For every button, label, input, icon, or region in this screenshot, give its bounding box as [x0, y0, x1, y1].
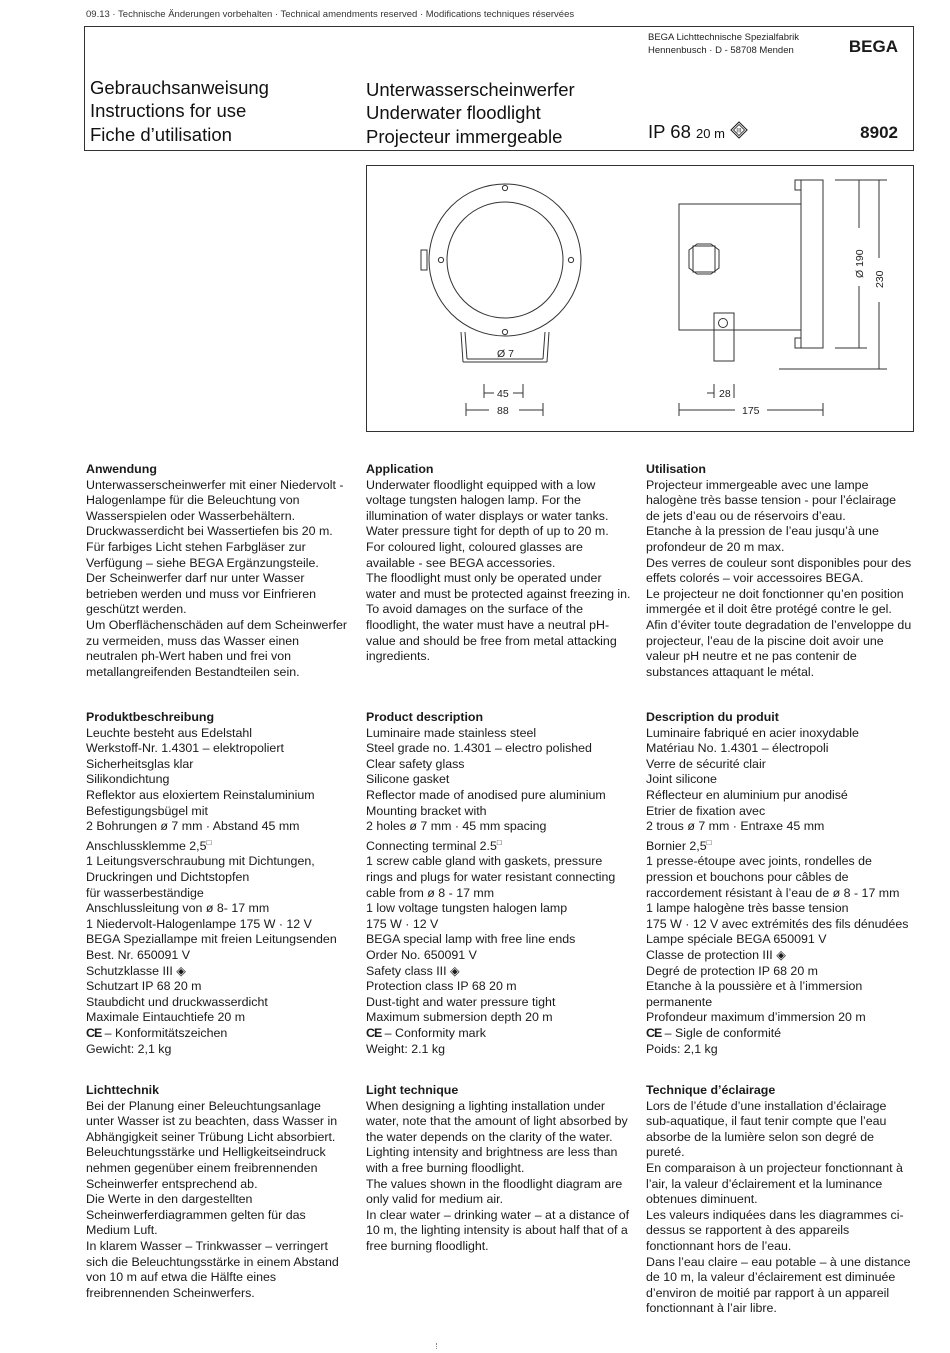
paragraph: Underwater floodlight equipped with a low voltage tungsten halogen lamp. For the illumination of water displays or water tanks. — [366, 477, 609, 523]
safety-class-iii-icon — [730, 121, 748, 139]
doctype-en: Instructions for use — [90, 100, 247, 122]
spec-line: Leuchte besteht aus Edelstahl — [86, 725, 253, 740]
spec-line: Reflector made of anodised pure aluminium — [366, 787, 606, 802]
section-title: Description du produit — [646, 710, 779, 724]
glass-inner-ring — [447, 202, 563, 318]
section-application-en — [366, 462, 632, 665]
spec-line: Schutzklasse III ◈ — [86, 963, 186, 978]
bracket-hole — [719, 319, 728, 328]
ip-depth: 20 m — [696, 126, 725, 141]
article-number: 8902 — [860, 123, 898, 142]
spec-line: Verre de sécurité clair — [646, 756, 766, 771]
safety-class-iii-icon: ◈ — [450, 963, 460, 978]
side-gland-front — [421, 250, 427, 270]
spec-line: 1 low voltage tungsten halogen lamp — [366, 901, 568, 916]
paragraph: In clear water – drinking water – at a distance of 10 m, the lighting intensity is about half that of a free burning floodlight. — [366, 1207, 630, 1253]
paragraph: Dans l’eau claire – eau potable – à une distance de 10 m, la valeur d’éclairement est diminuée d’environ de moitié par rapport à un appareil fonctionnant à l’air libre. — [646, 1254, 911, 1316]
spec-line: Reflektor aus eloxiertem Reinstaluminium — [86, 787, 315, 802]
safety-class-iii-icon: ◈ — [176, 963, 186, 978]
section-title: Anwendung — [86, 462, 157, 476]
section-light-fr — [646, 1083, 912, 1317]
spec-line: 1 Leitungsverschraubung mit Dichtungen, Druckringen und Dichtstopfen — [86, 854, 315, 885]
spec-line: Protection class IP 68 20 m — [366, 979, 517, 994]
paragraph: Des verres de couleur sont disponibles pour des effets colorés – voir accessoires BEGA. — [646, 555, 912, 586]
spec-line: Maximum submersion depth 20 m — [366, 1010, 553, 1025]
screw-bottom — [502, 329, 507, 334]
spec-line: Bornier 2,5□ — [646, 837, 712, 853]
spec-line: Poids: 2,1 kg — [646, 1041, 718, 1056]
paragraph: The floodlight must only be operated under water and must be protected against freezing in. — [366, 571, 631, 601]
paragraph: The values shown in the floodlight diagram are only valid for medium air. — [366, 1176, 623, 1207]
ce-mark-icon: CE — [646, 1026, 662, 1040]
paragraph: En comparaison à un projecteur fonctionnant à l’air, la valeur d’éclairement et la luminance obtenues diminuent. — [646, 1160, 903, 1207]
spec-line: Lampe spéciale BEGA 650091 V — [646, 932, 827, 947]
spec-line: Silicone gasket — [366, 772, 450, 787]
company-name: BEGA Lichttechnische Spezialfabrik — [648, 32, 800, 43]
section-title: Application — [366, 462, 434, 476]
spec-line: Silikondichtung — [86, 772, 170, 787]
spec-line: 1 lampe halogène très basse tension — [646, 901, 849, 916]
brand-logo: BEGA — [848, 37, 898, 56]
spec-line: Matériau No. 1.4301 – électropoli — [646, 741, 829, 756]
section-application-de — [86, 462, 352, 680]
section-title: Lichttechnik — [86, 1083, 159, 1097]
company-street: Hennenbusch · D - 58708 Menden — [648, 44, 794, 56]
paragraph: Beleuchtungsstärke und Helligkeitseindruck nehmen gegenüber einem freibrennenden Scheinwerfer entsprechend ab. — [86, 1145, 326, 1191]
spec-line: Order No. 650091 V — [366, 948, 477, 963]
spec-line: 175 W · 12 V avec extrémités des fils dénudées — [646, 916, 909, 931]
spec-line: Luminaire fabriqué en acier inoxydable — [646, 725, 859, 740]
technical-drawing — [366, 165, 914, 432]
screw-right — [568, 257, 573, 262]
section-title: Product description — [366, 710, 484, 724]
paragraph: Afin d’éviter toute degradation de l’enveloppe du projecteur, l’eau de la piscine doit avoir une valeur pH neutre et ne pas contenir de substances attaquant le métal. — [646, 617, 912, 679]
ce-mark-icon: CE — [86, 1026, 102, 1040]
product-name-de: Unterwasserscheinwerfer — [366, 79, 575, 100]
spec-line: Mounting bracket with — [366, 803, 487, 818]
dim-28-label: 28 — [719, 388, 731, 400]
spec-line: Staubdicht und druckwasserdicht — [86, 994, 268, 1009]
fold-mark — [436, 1343, 440, 1349]
section-title: Utilisation — [646, 462, 706, 476]
paragraph: Les valeurs indiquées dans les diagrammes ci-dessus se rapportent à des appareils fonctionnant hors de l’eau. — [646, 1207, 904, 1253]
dim-45-label: 45 — [497, 388, 509, 400]
spec-line: Werkstoff-Nr. 1.4301 – elektropoliert — [86, 741, 284, 756]
spec-line: für wasserbeständige — [86, 885, 204, 900]
revision-note: 09.13 · Technische Änderungen vorbehalten · Technical amendments reserved · Modifications techniques réservées — [86, 9, 575, 20]
paragraph: To avoid damages on the surface of the floodlight, the water must have a neutral pH-value and should be free from metal attacking ingredients. — [366, 602, 617, 664]
spec-line: CE – Sigle de conformité — [646, 1026, 782, 1040]
spec-line: Anschlussklemme 2,5□ — [86, 837, 212, 853]
header-divider — [84, 150, 913, 151]
spec-line: Classe de protection III ◈ — [646, 948, 786, 963]
section-title: Light technique — [366, 1083, 459, 1097]
ip-rating — [648, 121, 748, 143]
doctype-fr: Fiche d’utilisation — [90, 123, 232, 145]
spec-line: CE – Konformitätszeichen — [86, 1026, 228, 1040]
paragraph: Der Scheinwerfer darf nur unter Wasser betrieben werden und muss vor Einfrieren geschützt werden. — [86, 571, 317, 617]
paragraph: Bei der Planung einer Beleuchtungsanlage unter Wasser ist zu beachten, dass Wasser in Abhängigkeit seiner Trübung Licht absorbiert. — [86, 1098, 338, 1144]
housing-side-body — [679, 204, 801, 330]
spec-line: 2 holes ø 7 mm · 45 mm spacing — [366, 819, 547, 834]
dimension-drawing-svg — [367, 166, 913, 431]
paragraph: Die Werte in den dargestellten Scheinwerferdiagrammen gelten für das Medium Luft. — [86, 1192, 306, 1238]
section-application-fr — [646, 462, 912, 680]
section-title: Produktbeschreibung — [86, 710, 215, 724]
spec-line: Réflecteur en aluminium pur anodisé — [646, 787, 848, 802]
spec-line: CE – Conformity mark — [366, 1026, 486, 1040]
company-address — [648, 32, 799, 57]
safety-class-label: III — [736, 127, 742, 135]
paragraph: Etanche à la pression de l’eau jusqu’à une profondeur de 20 m max. — [646, 524, 879, 554]
spec-line: Schutzart IP 68 20 m — [86, 979, 202, 994]
section-product-de — [86, 710, 352, 1057]
spec-line: Maximale Eintauchtiefe 20 m — [86, 1010, 246, 1025]
spec-line: Dust-tight and water pressure tight — [366, 994, 556, 1009]
spec-line: Degré de protection IP 68 20 m — [646, 963, 818, 978]
section-light-en — [366, 1083, 632, 1255]
spec-line: 2 Bohrungen ø 7 mm · Abstand 45 mm — [86, 819, 300, 834]
paragraph: Unterwasserscheinwerfer mit einer Niedervolt - Halogenlampe für die Beleuchtung von Wasserspielen oder Wasserbehältern. — [86, 477, 344, 523]
paragraph: Um Oberflächenschäden auf dem Scheinwerfer zu vermeiden, muss das Wasser einen neutralen ph-Wert haben und frei von metallangreifenden Bestandteilen sein. — [86, 617, 348, 679]
dim-175-label: 175 — [742, 405, 760, 417]
spec-line: BEGA Speziallampe mit freien Leitungsenden — [86, 932, 337, 947]
section-light-de — [86, 1083, 352, 1301]
spec-line: Gewicht: 2,1 kg — [86, 1041, 172, 1056]
paragraph: Lors de l’étude d’une installation d’éclairage sub-aquatique, il faut tenir compte que l’eau absorbe de la lumière selon son degré de pureté. — [646, 1098, 887, 1160]
hole-diameter-label: Ø 7 — [497, 348, 514, 360]
spec-line: Weight: 2.1 kg — [366, 1041, 445, 1056]
spec-line: 2 trous ø 7 mm · Entraxe 45 mm — [646, 819, 825, 834]
spec-line: 1 Niedervolt-Halogenlampe 175 W · 12 V — [86, 916, 312, 931]
spec-line: Etrier de fixation avec — [646, 803, 766, 818]
paragraph: Le projecteur ne doit fonctionner qu’en position immergée et il doit être protégé contre le gel. — [646, 586, 904, 617]
paragraph: Für farbiges Licht stehen Farbgläser zur Verfügung – siehe BEGA Ergänzungsteile. — [86, 539, 319, 570]
paragraph: Druckwasserdicht bei Wassertiefen bis 20 m. — [86, 524, 333, 539]
spec-line: Anschlussleitung von ø 8- 17 mm — [86, 901, 270, 916]
mounting-bracket-side — [714, 313, 734, 361]
dim-88-label: 88 — [497, 405, 509, 417]
dim-230-label: 230 — [874, 270, 886, 288]
section-title: Technique d’éclairage — [646, 1083, 776, 1097]
spec-line: BEGA special lamp with free line ends — [366, 932, 576, 947]
spec-line: Clear safety glass — [366, 756, 465, 771]
section-product-fr — [646, 710, 912, 1057]
paragraph: Lighting intensity and brightness are less than with a free burning floodlight. — [366, 1145, 618, 1175]
paragraph: In klarem Wasser – Trinkwasser – verringert sich die Beleuchtungsstärke in einem Abstand von 10 m auf etwa die Hälfte eines freibrennenden Scheinwerfers. — [86, 1238, 339, 1300]
ce-mark-icon: CE — [366, 1026, 382, 1040]
dim-190-label: Ø 190 — [854, 249, 866, 278]
spec-line: Sicherheitsglas klar — [86, 756, 194, 771]
safety-class-iii-icon: ◈ — [776, 948, 786, 963]
bracket-left — [461, 332, 463, 362]
front-ring-side — [801, 180, 823, 348]
spec-line: Joint silicone — [646, 772, 717, 787]
paragraph: When designing a lighting installation under water, note that the amount of light absorbed by the water depends on the clarity of the water. — [366, 1098, 628, 1144]
spec-line: Befestigungsbügel mit — [86, 803, 208, 818]
doctype-de: Gebrauchsanweisung — [90, 77, 269, 98]
paragraph: Water pressure tight for depth of up to 20 m. — [366, 524, 609, 539]
spec-line: Steel grade no. 1.4301 – electro polished — [366, 741, 592, 756]
spec-line: Safety class III ◈ — [366, 963, 460, 978]
screw-left — [438, 257, 443, 262]
spec-line: Luminaire made stainless steel — [366, 725, 537, 740]
document-type — [90, 76, 269, 146]
product-name-fr: Projecteur immergeable — [366, 125, 563, 147]
ip-code: IP 68 — [648, 121, 691, 142]
spec-line: Connecting terminal 2.5□ — [366, 837, 502, 853]
screw-top — [502, 185, 507, 190]
paragraph: For coloured light, coloured glasses are available - see BEGA accessories. — [366, 539, 583, 570]
spec-line: Etanche à la poussière et à l’immersion permanente — [646, 979, 863, 1009]
spec-line: 1 presse-étoupe avec joints, rondelles de pression et bouchons pour câbles de raccordement résistant à l’eau de ø 8 - 17 mm — [646, 854, 900, 900]
spec-line: 1 screw cable gland with gaskets, pressure rings and plugs for water resistant connecting cable from ø 8 - 17 mm — [366, 854, 616, 900]
housing-outer-ring — [429, 184, 581, 336]
bracket-right — [547, 332, 549, 362]
spec-line: Best. Nr. 650091 V — [86, 948, 191, 963]
spec-line: Profondeur maximum d’immersion 20 m — [646, 1010, 866, 1025]
spec-line: 175 W · 12 V — [366, 916, 439, 931]
section-product-en — [366, 710, 632, 1057]
product-name-en: Underwater floodlight — [366, 102, 541, 124]
paragraph: Projecteur immergeable avec une lampe halogène très basse tension - pour l’éclairage de jets d’eau ou de réservoirs d’eau. — [646, 477, 897, 523]
product-name — [366, 78, 575, 148]
